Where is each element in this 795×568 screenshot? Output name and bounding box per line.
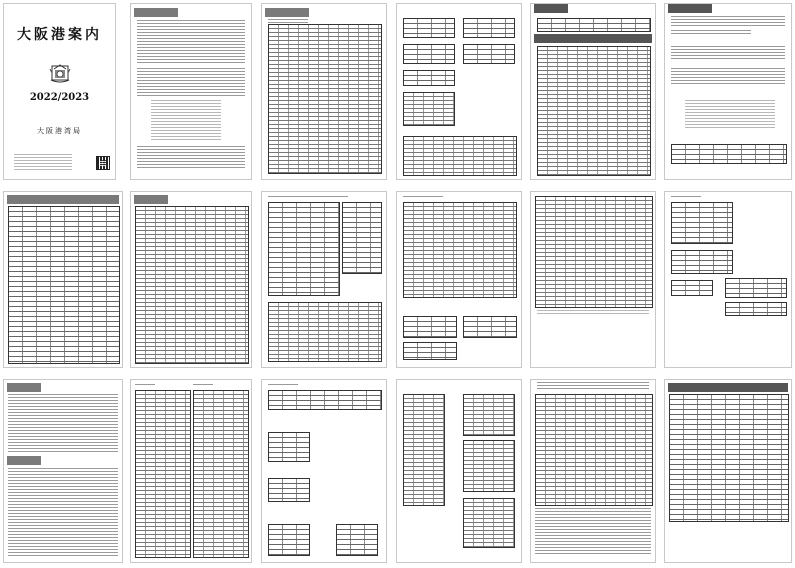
small-table bbox=[268, 390, 382, 410]
cover-page bbox=[4, 4, 115, 179]
text-block bbox=[8, 394, 118, 452]
text-block bbox=[151, 100, 221, 142]
cover-footer-text bbox=[14, 154, 72, 172]
data-table bbox=[403, 394, 445, 506]
page-tables-4 bbox=[262, 192, 386, 367]
page-table-1 bbox=[262, 4, 386, 179]
text-block bbox=[671, 30, 751, 34]
page-numbers-2 bbox=[131, 380, 251, 562]
page-table-6 bbox=[531, 192, 655, 367]
page-header-bar bbox=[134, 8, 178, 17]
page-header-bar bbox=[668, 383, 788, 392]
page-tables-7 bbox=[665, 192, 791, 367]
small-table bbox=[463, 44, 515, 64]
data-table bbox=[535, 394, 653, 506]
text-block bbox=[137, 68, 245, 96]
page-list-1 bbox=[4, 192, 122, 367]
directory-table bbox=[669, 394, 789, 522]
page-tables-8 bbox=[262, 380, 386, 562]
data-table bbox=[342, 202, 382, 274]
page-text-2 bbox=[4, 380, 122, 562]
small-table bbox=[403, 316, 457, 338]
text-block bbox=[671, 46, 785, 60]
data-table bbox=[463, 498, 515, 548]
page-header-bar bbox=[265, 8, 309, 17]
small-table bbox=[671, 250, 733, 274]
table-caption bbox=[268, 19, 308, 23]
table-notes bbox=[535, 508, 651, 554]
data-table bbox=[537, 46, 651, 176]
page-numbers-1 bbox=[131, 192, 251, 367]
data-table bbox=[463, 394, 515, 436]
directory-table bbox=[8, 206, 120, 364]
table-caption bbox=[671, 196, 701, 199]
small-table bbox=[463, 316, 517, 338]
table-caption bbox=[537, 382, 649, 391]
table-note bbox=[537, 310, 649, 316]
data-table bbox=[268, 302, 382, 362]
small-table bbox=[403, 342, 457, 360]
text-block bbox=[137, 20, 245, 65]
page-text-1 bbox=[131, 4, 251, 179]
statistics-table bbox=[135, 206, 249, 364]
small-table bbox=[725, 278, 787, 298]
page-header-bar bbox=[668, 4, 712, 13]
small-table bbox=[268, 478, 310, 502]
small-table bbox=[671, 144, 787, 164]
cover-publisher: 大阪港湾局 bbox=[37, 127, 82, 135]
small-table bbox=[463, 18, 515, 38]
cover-year: 2022/2023 bbox=[29, 92, 90, 103]
page-tables-9 bbox=[397, 380, 521, 562]
data-table bbox=[268, 24, 382, 174]
page-services bbox=[665, 4, 791, 179]
table-caption bbox=[268, 384, 298, 387]
data-table bbox=[463, 440, 515, 492]
text-block bbox=[671, 68, 785, 86]
page-tables-5 bbox=[397, 192, 521, 367]
text-block bbox=[137, 146, 245, 168]
page-directory bbox=[665, 380, 791, 562]
statistics-table bbox=[135, 390, 191, 558]
text-block bbox=[685, 100, 775, 130]
table-caption bbox=[268, 196, 348, 199]
text-block bbox=[8, 468, 118, 556]
qr-code-icon bbox=[96, 156, 110, 170]
page-header-bar bbox=[134, 195, 168, 204]
wide-table bbox=[403, 136, 517, 176]
small-table bbox=[403, 44, 455, 64]
small-table bbox=[403, 70, 455, 86]
table-caption bbox=[135, 384, 155, 387]
section-header-bar bbox=[7, 456, 41, 465]
small-table bbox=[671, 280, 713, 296]
small-table bbox=[268, 432, 310, 462]
small-table bbox=[336, 524, 378, 556]
small-table bbox=[537, 18, 651, 32]
text-block bbox=[671, 16, 785, 26]
table-caption bbox=[193, 384, 213, 387]
page-header-bar bbox=[7, 195, 119, 204]
data-table bbox=[268, 202, 340, 296]
section-header-bar bbox=[534, 34, 652, 43]
statistics-table bbox=[193, 390, 249, 558]
small-table bbox=[671, 202, 733, 244]
cover-title: 大阪港案内 bbox=[17, 27, 102, 43]
small-table bbox=[403, 18, 455, 38]
page-table-3 bbox=[531, 4, 655, 179]
small-table bbox=[268, 524, 310, 556]
small-table bbox=[403, 92, 455, 126]
osaka-port-emblem-icon bbox=[49, 61, 71, 83]
small-table bbox=[725, 302, 787, 316]
data-table bbox=[535, 196, 653, 308]
page-header-bar bbox=[534, 4, 568, 13]
table-caption bbox=[403, 196, 443, 199]
data-table bbox=[403, 202, 517, 298]
page-tables-2 bbox=[397, 4, 521, 179]
page-table-10 bbox=[531, 380, 655, 562]
page-header-bar bbox=[7, 383, 41, 392]
